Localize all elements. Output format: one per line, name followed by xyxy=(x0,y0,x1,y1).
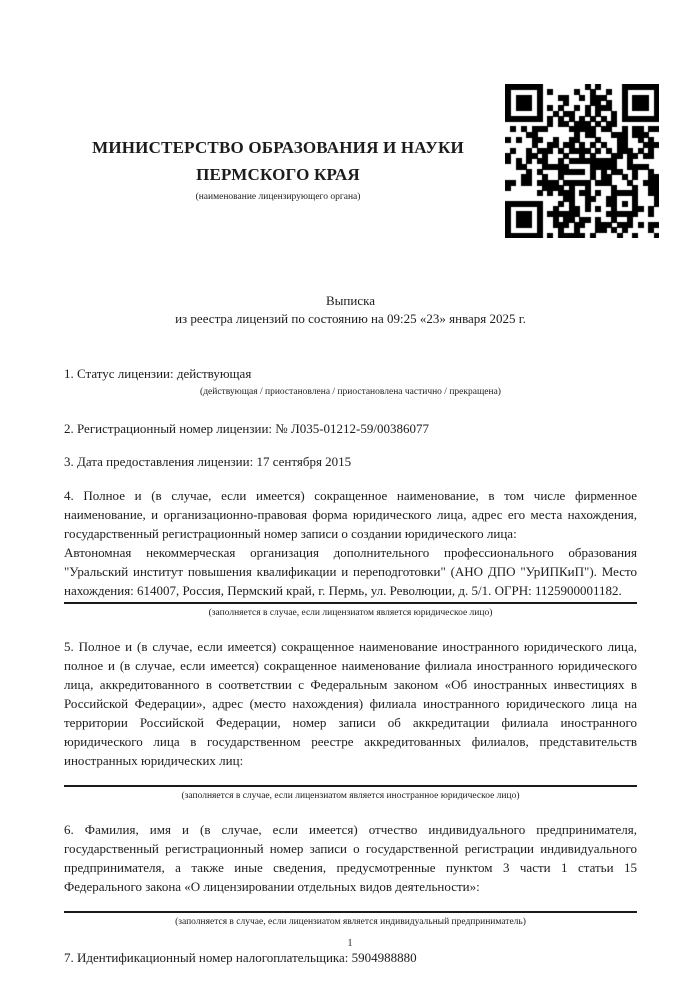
title-line-1: Выписка xyxy=(326,293,375,308)
authority-caption: (наименование лицензирующего органа) xyxy=(195,192,361,202)
legal-entity-value: Автономная некоммерческая организация дополнительного профессионального образования "Уральский институт повышения квалификации и переподготовки" (АНО ДПО "УрИПКиП"). Место нахождения: 614007, Россия, Пермский край, г. Пермь, ул. Революции, д. 5/1. ОГРН: 1125900001182. xyxy=(64,545,637,598)
title-line-2: из реестра лицензий по состоянию на 09:25 «23» января 2025 г. xyxy=(175,311,526,326)
item-taxpayer-number: 7. Идентификационный номер налогоплательщика: 5904988880 xyxy=(64,950,417,965)
item-foreign-legal-entity xyxy=(64,637,637,803)
item-legal-entity xyxy=(64,486,637,620)
ministry-line-1: МИНИСТЕРСТВО ОБРАЗОВАНИЯ И НАУКИ xyxy=(92,138,464,157)
item-registration-number: 2. Регистрационный номер лицензии: № Л035-01212-59/00386077 xyxy=(64,421,430,436)
entrepreneur-label: 6. Фамилия, имя и (в случае, если имеется) отчество индивидуального предпринимателя, государственный регистрационный номер записи о государственной регистрации индивидуального предпринимателя, а также иные сведения, предусмотренные пунктом 3 части 1 статьи 15 Федерального закона «О лицензировании отдельных видов деятельности»: xyxy=(64,822,637,894)
item-individual-entrepreneur xyxy=(64,820,637,929)
ministry-line-2: ПЕРМСКОГО КРАЯ xyxy=(196,165,360,184)
legal-entity-label: 4. Полное и (в случае, если имеется) сокращенное наименование, в том числе фирменное наименование, и организационно-правовая форма юридического лица, адрес его места нахождения, государственный регистрационный номер записи о создании юридического лица: xyxy=(64,488,637,541)
foreign-entity-label: 5. Полное и (в случае, если имеется) сокращенное наименование иностранного юридического лица, полное и (в случае, если имеется) сокращенное наименование филиала иностранного юридического лица, аккредитованного в соответствии с Федеральным законом «Об иностранных инвестициях в Российской Федерации», адрес (место нахождения) филиала иностранного юридического лица на территории Российской Федерации, номер записи об аккредитации филиала иностранного юридического лица в государственном реестре аккредитованных филиалов, представительств иностранных юридических лиц: xyxy=(64,639,637,768)
item-license-status: 1. Статус лицензии: действующая xyxy=(64,366,252,381)
licensing-authority-name xyxy=(64,134,492,188)
page-number: 1 xyxy=(347,937,353,949)
document-header xyxy=(64,0,492,204)
license-status-options-caption: (действующая / приостановлена / приостановлена частично / прекращена) xyxy=(200,387,501,397)
item-grant-date: 3. Дата предоставления лицензии: 17 сентября 2015 xyxy=(64,454,352,469)
legal-entity-caption: (заполняется в случае, если лицензиатом является юридическое лицо) xyxy=(208,608,493,618)
entrepreneur-caption: (заполняется в случае, если лицензиатом является индивидуальный предприниматель) xyxy=(175,917,526,927)
qr-code xyxy=(505,84,659,238)
foreign-entity-caption: (заполняется в случае, если лицензиатом является иностранное юридическое лицо) xyxy=(181,791,520,801)
